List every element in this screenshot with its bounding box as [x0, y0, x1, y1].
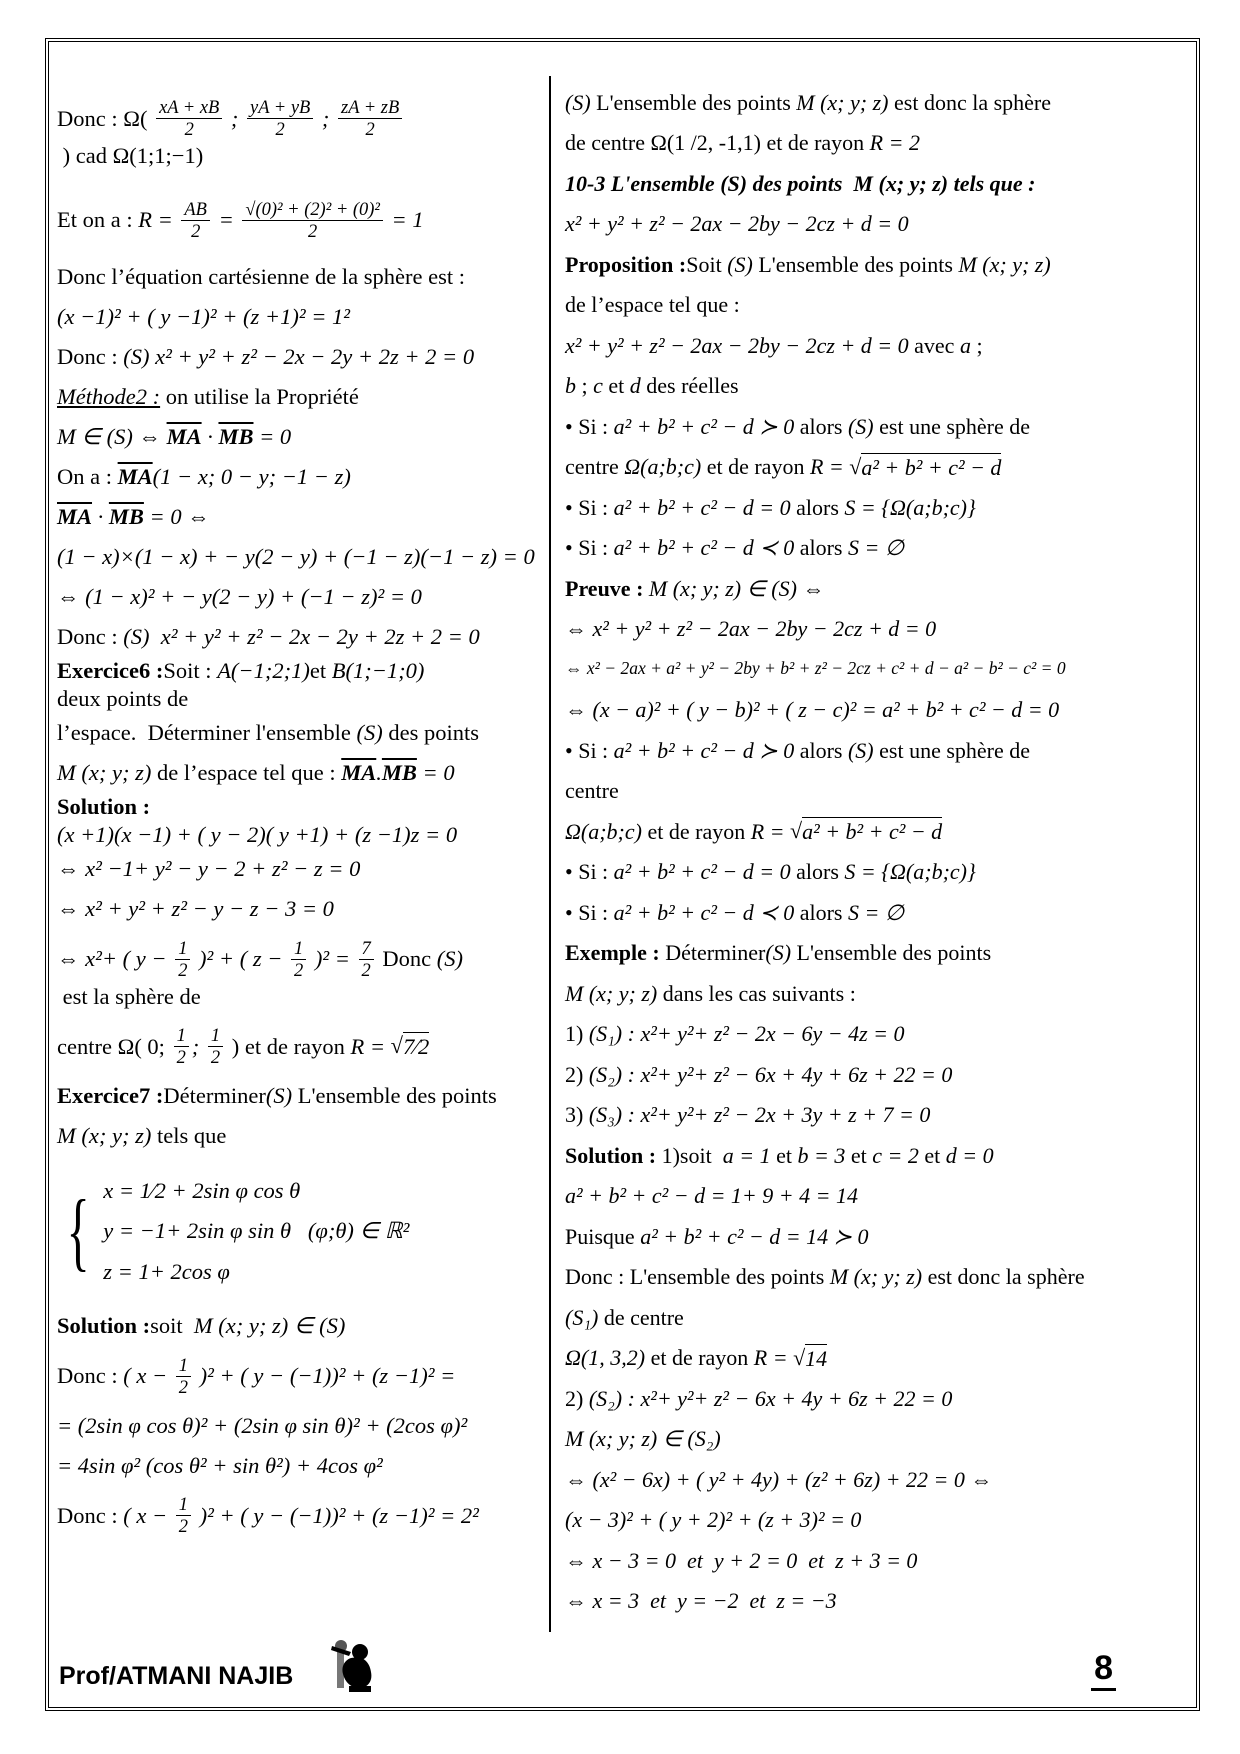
- text-run: Donc: [376, 946, 437, 972]
- text-line: [565, 366, 1185, 407]
- text-run: Solution :: [57, 794, 156, 820]
- text-run: S = {Ω(a;b;c)}: [844, 494, 976, 520]
- text-run: • Si :: [565, 899, 614, 925]
- text-run: Ω(a;b;c): [565, 818, 642, 844]
- author-logo-icon: [327, 1636, 379, 1699]
- text-run: ( 0;: [134, 1033, 171, 1059]
- text-line: [565, 528, 1185, 569]
- text-run: 3): [565, 1102, 589, 1127]
- text-line: [565, 1014, 1185, 1055]
- text-line: [565, 1500, 1185, 1541]
- page-number: 8: [1091, 1649, 1116, 1691]
- text-run: M (x; y; z) ∈ (S₂): [565, 1426, 721, 1451]
- text-run: centre: [565, 778, 619, 803]
- text-run: • Si :: [565, 413, 614, 439]
- system-equation-line: y = −1+ 2sin φ sin θ (φ;θ) ∈ ℝ²: [103, 1218, 410, 1244]
- text-run: 1)soit: [661, 1142, 723, 1168]
- fraction: $\frac{1}{2}$: [176, 1355, 191, 1398]
- text-run: centre Ω: [57, 1033, 135, 1059]
- text-run: Exercice7 :: [57, 1083, 164, 1109]
- text-run: Soit: [686, 251, 728, 277]
- fraction: $\frac{1}{2}$: [208, 1025, 223, 1068]
- text-run: (S₃) : x²+ y²+ z² − 2x + 3y + z + 7 = 0: [588, 1102, 931, 1127]
- text-line: [565, 447, 1185, 488]
- text-run: $\overline{MA}$: [57, 503, 93, 529]
- text-line: [57, 930, 551, 1018]
- text-run: $\overline{MB}$: [381, 760, 417, 786]
- text-line: [565, 1378, 1185, 1419]
- text-run: ( x −: [123, 1363, 173, 1389]
- text-line: [57, 577, 551, 617]
- text-run: et: [845, 1142, 873, 1168]
- text-line: [565, 244, 1185, 285]
- text-run: de l’espace tel que :: [565, 292, 740, 317]
- text-run: tels que: [151, 1123, 227, 1149]
- text-run: S = {Ω(a;b;c)}: [844, 859, 976, 884]
- text-run: (S₁): [565, 1304, 599, 1330]
- text-run: des points: [382, 720, 480, 746]
- system-equation-line: z = 1+ 2cos φ: [103, 1258, 230, 1284]
- text-run: (x +1)(x −1) + ( y − 2)( y +1) + (z −1)z = 0: [57, 822, 458, 848]
- text-run: ;: [191, 1033, 205, 1059]
- text-run: b: [565, 373, 576, 398]
- text-run: des réelles: [640, 373, 739, 398]
- system-equations: [103, 1177, 409, 1285]
- square-root: √ 14: [793, 1344, 828, 1371]
- text-run: L'ensemble des points: [752, 251, 959, 277]
- text-run: Exemple :: [565, 940, 666, 965]
- text-line: [565, 325, 1185, 366]
- text-run: ( x −: [123, 1502, 173, 1528]
- text-run: c = 2: [872, 1142, 919, 1168]
- text-run: ) cad Ω(1;1;−1): [57, 143, 204, 169]
- fraction: $\frac{1}{2}$: [175, 938, 190, 981]
- text-line: [57, 1347, 551, 1406]
- right-column: [565, 82, 1185, 1621]
- text-line: [565, 811, 1185, 852]
- fraction: $\frac{zA + zB}{2}$: [338, 97, 402, 140]
- text-run: l’espace. Déterminer l'ensemble: [57, 720, 357, 746]
- text-line: [565, 1540, 1185, 1581]
- text-run: $\overline{MA}$: [166, 423, 202, 449]
- text-run: ;: [576, 373, 594, 398]
- text-run: M (x; y; z) ∈ (S): [193, 1313, 346, 1339]
- text-run: (S) x² + y² + z² − 2x − 2y + 2z + 2 = 0: [123, 343, 475, 369]
- text-run: ·: [201, 423, 219, 449]
- text-run: (S): [436, 946, 464, 972]
- text-line: [57, 793, 551, 849]
- text-run: alors: [790, 859, 845, 884]
- text-line: [57, 337, 551, 377]
- text-run: (S): [847, 737, 874, 763]
- text-run: ) et de rayon: [226, 1033, 351, 1059]
- text-run: M (x; y; z): [829, 1264, 923, 1289]
- text-run: R =: [138, 207, 179, 233]
- text-line: [57, 753, 551, 793]
- text-line: [565, 487, 1185, 528]
- text-run: alors: [794, 535, 848, 560]
- text-run: (1 − x)×(1 − x) + − y(2 − y) + (−1 − z)(−1 − z) = 0: [57, 543, 535, 569]
- text-run: et de rayon: [645, 1345, 754, 1370]
- fraction: $\frac{7}{2}$: [359, 938, 374, 981]
- text-line: [565, 1419, 1185, 1460]
- text-run: Donc :: [57, 623, 124, 649]
- text-run: ⇔ x² −1+ y² − y − 2 + z² − z = 0: [57, 856, 361, 882]
- fraction: $\frac{1}{2}$: [174, 1025, 189, 1068]
- text-run: • Si :: [565, 494, 614, 520]
- text-run: alors: [790, 494, 845, 520]
- text-run: ⇔ x²+ ( y −: [57, 946, 173, 972]
- text-run: R =: [809, 454, 850, 479]
- text-line: [57, 1017, 551, 1076]
- text-run: = 0: [416, 760, 455, 786]
- text-run: et de rayon: [701, 454, 810, 479]
- text-line: [57, 617, 551, 657]
- text-run: )² + ( y − (−1))² + (z −1)² = 2²: [194, 1502, 479, 1528]
- text-line: [565, 204, 1185, 245]
- text-run: ⇔ (1 − x)² + − y(2 − y) + (−1 − z)² = 0: [57, 583, 422, 609]
- text-line: [565, 1216, 1185, 1257]
- text-run: Ω(a;b;c): [624, 454, 702, 479]
- fraction: $\frac{1}{2}$: [176, 1494, 191, 1537]
- text-line: [565, 690, 1185, 731]
- text-run: a² + b² + c² − d ≻ 0: [613, 737, 795, 763]
- text-line: [565, 406, 1185, 447]
- text-run: et: [602, 373, 630, 398]
- text-run: .: [376, 760, 382, 786]
- text-run: (S₁) : x²+ y²+ z² − 2x − 6y − 4z = 0: [588, 1021, 905, 1046]
- text-run: Solution :: [565, 1142, 662, 1168]
- system-equation-line: x = 1⁄2 + 2sin φ cos θ: [103, 1178, 301, 1204]
- text-line: [565, 285, 1185, 326]
- text-run: Puisque: [565, 1223, 641, 1249]
- text-run: On a :: [57, 463, 118, 489]
- text-line: [57, 417, 551, 457]
- text-run: M (x; y; z) ∈ (S) ⇔: [648, 575, 825, 601]
- text-run: a: [959, 332, 971, 358]
- text-run: M (x; y; z): [565, 980, 658, 1006]
- text-line: [565, 1176, 1185, 1217]
- text-line: [565, 82, 1185, 123]
- text-run: (S₂) : x²+ y²+ z² − 6x + 4y + 6z + 22 = 0: [588, 1061, 953, 1087]
- text-run: Solution :: [57, 1313, 151, 1339]
- text-run: $\overline{MB}$: [108, 503, 144, 529]
- text-run: et: [770, 1142, 798, 1168]
- text-run: (S): [565, 89, 591, 115]
- text-run: Déterminer: [665, 940, 766, 965]
- fraction: $\frac{AB}{2}$: [181, 199, 210, 242]
- text-run: Donc :: [57, 1502, 124, 1528]
- text-line: [57, 1117, 551, 1157]
- text-run: ;: [970, 332, 983, 358]
- text-run: ⇔ (x − a)² + ( y − b)² + ( z − c)² = a² + b² + c² − d = 0: [565, 697, 1060, 722]
- text-run: x² + y² + z² − 2ax − 2by − 2cz + d = 0: [565, 211, 909, 236]
- text-run: ·: [92, 503, 109, 529]
- text-line: [565, 1257, 1185, 1298]
- square-root: √ a² + b² + c² − d: [849, 453, 1002, 480]
- text-run: Donc :: [57, 1363, 124, 1389]
- square-root: √ a² + b² + c² − d: [790, 818, 943, 844]
- text-run: = 0: [253, 423, 292, 449]
- text-run: = 1: [385, 207, 424, 233]
- text-run: est une sphère de: [873, 737, 1031, 763]
- square-root: √ 7⁄2: [391, 1032, 430, 1061]
- text-run: S = ∅: [847, 535, 904, 560]
- text-run: on utilise la Propriété: [160, 383, 359, 409]
- text-run: alors: [794, 413, 848, 439]
- text-run: )² =: [309, 946, 356, 972]
- text-run: R =: [350, 1033, 391, 1059]
- text-line: [57, 850, 551, 890]
- text-run: (x −1)² + ( y −1)² + (z +1)² = 1²: [57, 303, 351, 329]
- fraction: $\frac{\text{√(0)² + (2)² + (0)²}}{2}$: [242, 199, 383, 242]
- text-run: Donc :: [57, 343, 124, 369]
- text-line: [57, 1446, 551, 1486]
- text-line: [565, 163, 1185, 204]
- text-line: [57, 1406, 551, 1446]
- text-run: avec: [908, 332, 960, 358]
- text-run: ⇔ x = 3 et y = −2 et z = −3: [565, 1588, 837, 1613]
- text-line: [57, 82, 551, 184]
- text-run: d: [629, 373, 641, 398]
- text-line: [57, 257, 551, 297]
- text-line: [565, 1338, 1185, 1379]
- text-run: L'ensemble des points: [292, 1083, 497, 1109]
- text-line: [565, 609, 1185, 650]
- text-run: Déterminer: [163, 1083, 266, 1109]
- text-run: M (x; y; z): [57, 1123, 152, 1149]
- text-run: centre: [565, 454, 625, 479]
- text-line: [565, 730, 1185, 771]
- text-run: (S): [847, 413, 874, 439]
- text-line: [565, 973, 1185, 1014]
- text-line: [565, 933, 1185, 974]
- text-run: Donc : Ω(: [57, 105, 154, 131]
- text-run: (x − 3)² + ( y + 2)² + (z + 3)² = 0: [565, 1507, 862, 1532]
- text-line: [565, 771, 1185, 812]
- fraction: $\frac{xA + xB}{2}$: [156, 97, 222, 140]
- text-run: • Si :: [565, 535, 614, 560]
- text-run: $\overline{MA}$: [341, 760, 377, 786]
- text-run: L'ensemble des points: [791, 940, 992, 965]
- text-run: a = 1: [722, 1142, 771, 1168]
- text-run: 10-3 L'ensemble (S) des points M (x; y; z) tels que :: [565, 170, 1036, 196]
- text-run: R =: [753, 1345, 794, 1370]
- text-run: a² + b² + c² − d ≺ 0: [613, 899, 795, 925]
- text-run: est la sphère de: [57, 983, 201, 1009]
- text-run: M (x; y; z): [958, 251, 1051, 277]
- text-run: 2): [565, 1061, 589, 1087]
- text-line: [565, 568, 1185, 609]
- text-run: M ∈ (S) ⇔: [57, 423, 167, 449]
- text-run: (S₂) : x²+ y²+ z² − 6x + 4y + 6z + 22 = 0: [588, 1385, 953, 1411]
- text-run: )² + ( z −: [193, 946, 289, 972]
- text-run: ⇔ x − 3 = 0 et y + 2 = 0 et z + 3 = 0: [565, 1547, 918, 1573]
- text-run: est une sphère de: [873, 413, 1031, 439]
- text-line: [565, 649, 1185, 690]
- text-run: ;: [316, 105, 336, 131]
- text-run: Ω(1, 3,2): [565, 1345, 646, 1370]
- text-run: ⇔ (x² − 6x) + ( y² + 4y) + (z² + 6z) + 22 = 0 ⇔: [565, 1466, 993, 1492]
- text-run: B(1;−1;0): [331, 658, 425, 683]
- text-line: [57, 537, 551, 577]
- text-run: • Si :: [565, 859, 614, 884]
- text-run: ⇔ x² + y² + z² − y − z − 3 = 0: [57, 896, 334, 922]
- text-run: (1 − x; 0 − y; −1 − z): [152, 463, 351, 489]
- text-line: [57, 297, 551, 337]
- text-run: Et on a :: [57, 207, 139, 233]
- text-line: [565, 1581, 1185, 1622]
- text-run: a² + b² + c² − d = 14 ≻ 0: [640, 1223, 869, 1249]
- text-run: de l’espace tel que :: [151, 760, 342, 786]
- text-run: S = ∅: [847, 899, 904, 925]
- text-line: [565, 1135, 1185, 1176]
- text-line: [565, 1095, 1185, 1136]
- text-line: [57, 1486, 551, 1545]
- text-run: (S): [765, 940, 792, 965]
- text-run: M (x; y; z): [796, 89, 889, 115]
- text-line: [57, 184, 551, 257]
- text-run: dans les cas suivants :: [657, 980, 856, 1006]
- text-run: de centre Ω(1 /2, -1,1) et de rayon: [565, 130, 870, 155]
- fraction: $\frac{yA + yB}{2}$: [247, 97, 313, 140]
- text-run: Exercice6 :: [57, 658, 164, 683]
- text-line: [57, 377, 551, 417]
- text-run: 1): [565, 1021, 589, 1046]
- text-run: • Si :: [565, 737, 614, 763]
- text-run: a² + b² + c² − d ≻ 0: [613, 413, 795, 439]
- text-line: [565, 1459, 1185, 1500]
- text-run: ⇔ x² + y² + z² − 2ax − 2by − 2cz + d = 0: [565, 616, 937, 641]
- text-line: [57, 1077, 551, 1117]
- text-run: (S): [265, 1083, 293, 1109]
- text-line: [57, 457, 551, 497]
- text-run: = (2sin φ cos θ)² + (2sin φ sin θ)² + (2cos φ)²: [57, 1412, 468, 1438]
- text-run: b = 3: [797, 1142, 846, 1168]
- text-run: M (x; y; z): [57, 760, 152, 786]
- text-run: a² + b² + c² − d = 0: [613, 494, 791, 520]
- text-run: soit: [150, 1313, 194, 1339]
- text-run: est donc la sphère: [888, 89, 1051, 115]
- text-run: c: [593, 373, 603, 398]
- text-run: d = 0: [945, 1142, 994, 1168]
- text-run: ;: [225, 105, 245, 131]
- text-run: Méthode2 :: [57, 383, 161, 409]
- text-run: x² + y² + z² − 2ax − 2by − 2cz + d = 0: [565, 332, 909, 358]
- text-run: alors: [794, 899, 848, 925]
- text-run: (S) x² + y² + z² − 2x − 2y + 2z + 2 = 0: [123, 623, 480, 649]
- text-run: R =: [750, 818, 791, 844]
- text-run: et: [918, 1142, 946, 1168]
- text-line: [57, 713, 551, 753]
- text-run: )² + ( y − (−1))² + (z −1)² =: [194, 1363, 456, 1389]
- text-run: Proposition :: [565, 251, 687, 277]
- text-line: [57, 1307, 551, 1347]
- text-line: [565, 1054, 1185, 1095]
- text-run: L'ensemble des points: [590, 89, 797, 115]
- text-run: (S): [356, 720, 383, 746]
- page-frame: [45, 38, 1200, 1711]
- text-run: =: [212, 207, 240, 233]
- text-run: et de rayon: [641, 818, 751, 844]
- text-run: A(−1;2;1): [217, 658, 310, 683]
- text-line: [565, 1297, 1185, 1338]
- text-run: 2): [565, 1385, 589, 1411]
- text-run: Preuve :: [565, 575, 649, 601]
- text-run: $\overline{MB}$: [218, 423, 254, 449]
- text-run: alors: [794, 737, 848, 763]
- system-brace: {: [66, 1182, 90, 1280]
- text-line: [57, 657, 551, 713]
- equation-system: [57, 1157, 551, 1307]
- text-line: [565, 123, 1185, 164]
- text-run: (S): [727, 251, 753, 277]
- text-run: = 0 ⇔: [143, 503, 210, 529]
- text-run: Donc : L'ensemble des points: [565, 1264, 830, 1289]
- text-run: Soit :: [163, 658, 218, 683]
- text-run: et: [309, 658, 332, 683]
- column-divider: [549, 76, 551, 1632]
- text-line: [565, 852, 1185, 893]
- text-line: [57, 497, 551, 537]
- text-run: $\overline{MA}$: [117, 463, 153, 489]
- text-run: a² + b² + c² − d = 0: [613, 859, 791, 884]
- text-run: R = 2: [869, 130, 920, 155]
- text-run: ⇔ x² − 2ax + a² + y² − 2by + b² + z² − 2cz + c² + d − a² − b² − c² = 0: [565, 658, 1066, 679]
- text-run: de centre: [598, 1304, 684, 1330]
- fraction: $\frac{1}{2}$: [291, 938, 306, 981]
- text-run: deux points de: [57, 686, 189, 712]
- text-run: est donc la sphère: [922, 1264, 1085, 1289]
- text-run: = 4sin φ² (cos θ² + sin θ²) + 4cos φ²: [57, 1452, 383, 1478]
- text-run: a² + b² + c² − d = 1+ 9 + 4 = 14: [565, 1183, 858, 1208]
- text-run: Donc l’équation cartésienne de la sphère est :: [57, 263, 465, 289]
- text-run: a² + b² + c² − d ≺ 0: [613, 535, 795, 560]
- author-name: Prof/ATMANI NAJIB: [59, 1662, 294, 1690]
- left-column: [57, 82, 551, 1545]
- text-line: [565, 892, 1185, 933]
- text-line: [57, 890, 551, 930]
